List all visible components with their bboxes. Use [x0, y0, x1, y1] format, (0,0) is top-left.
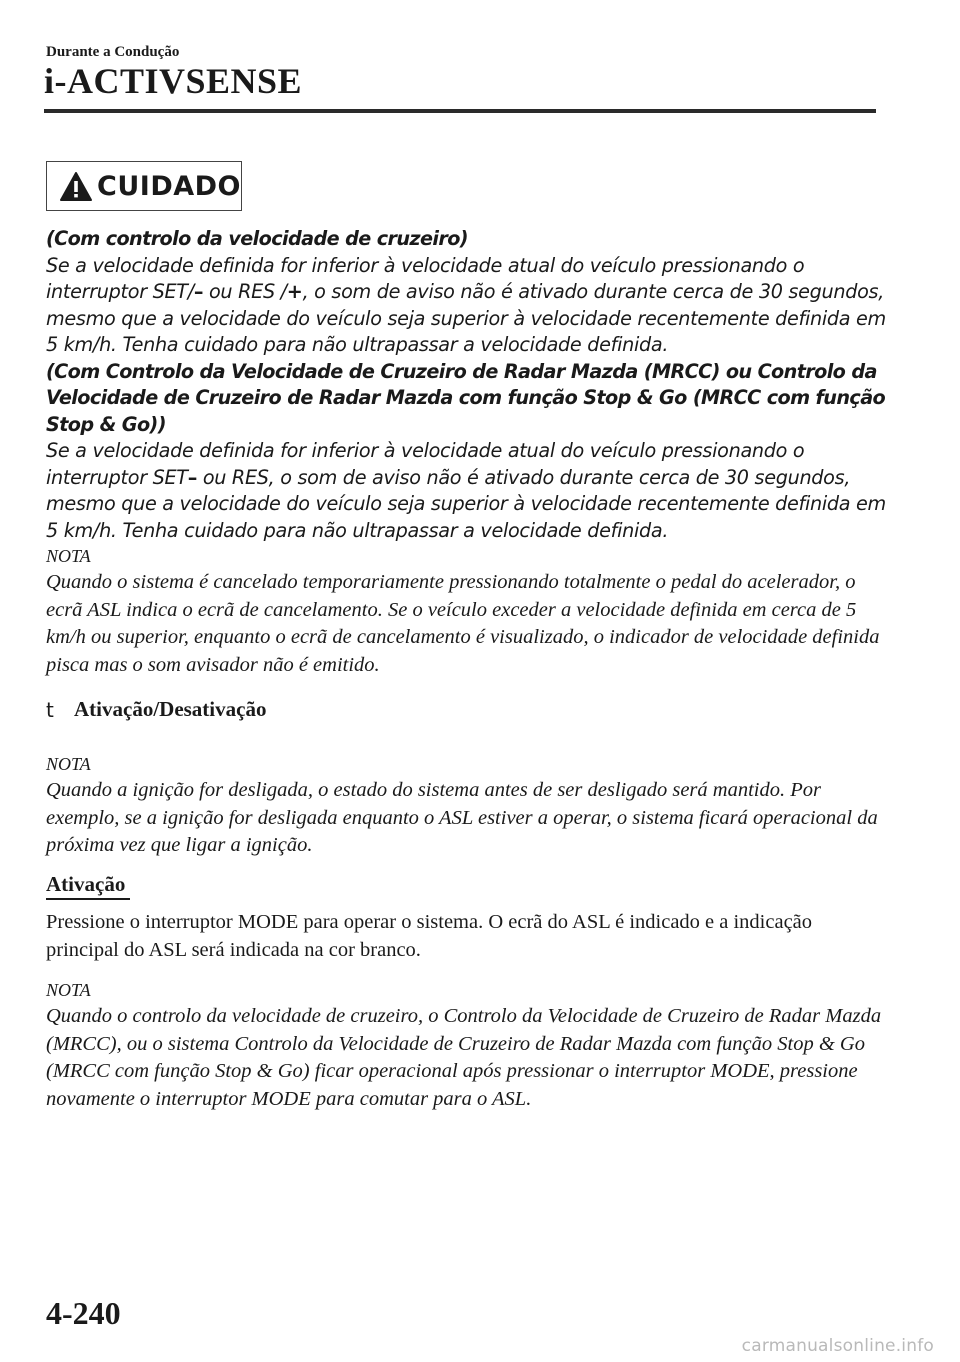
- warning-triangle-icon: [59, 169, 93, 203]
- caution-text-part: Se a velocidade definida for inferior à velocidade atual do veículo pressionando o interruptor SET/: [46, 253, 805, 303]
- caution-heading-mrcc: (Com Controlo da Velocidade de Cruzeiro de Radar Mazda (MRCC) ou Controlo da Velocidade de Cruzeiro de Radar Mazda com função Stop & Go (MRCC com função Stop & Go)): [46, 359, 886, 436]
- note-text: Quando a ignição for desligada, o estado do sistema antes de ser desligado será mantido. Por exemplo, se a ignição for desligada enquanto o ASL estiver a operar, o sistema ficará operacional da próxima vez que ligar a ignição.: [46, 779, 878, 856]
- note-text: Quando o controlo da velocidade de cruzeiro, o Controlo da Velocidade de Cruzeiro de Radar Mazda (MRCC), ou o sistema Controlo da Velocidade de Cruzeiro de Radar Mazda com função Stop & Go (MRCC com função Stop & Go) ficar operacional após pressionar o interruptor MODE, pressione novamente o interruptor MODE para comutar para o ASL.: [46, 1005, 882, 1110]
- caution-text-part: ou RES /: [203, 280, 287, 303]
- activation-heading: Ativação: [46, 872, 126, 896]
- plus-symbol: +: [286, 280, 303, 303]
- note-block: [46, 546, 886, 679]
- caution-label: CUIDADO: [97, 170, 241, 202]
- caution-text-part: ou RES, o som de aviso não é ativado durante cerca de 30 segundos, mesmo que a velocidade do veículo seja superior à velocidade recentemente definida em 5 km/h. Tenha cuidado para não ultrapassar a velocidade definida.: [46, 465, 886, 542]
- note-label: NOTA: [46, 980, 91, 1000]
- subsection-title: Ativação/Desativação: [74, 697, 267, 721]
- note-label: NOTA: [46, 754, 91, 774]
- note-block: [46, 980, 886, 1113]
- activation-underline: [46, 898, 130, 900]
- chapter-title: i-ACTIVSENSE: [44, 61, 303, 101]
- caution-text: [46, 226, 886, 544]
- bullet-icon: t: [46, 697, 54, 722]
- caution-text-part: , o som de aviso não é ativado durante cerca de 30 segundos, mesmo que a velocidade do veículo seja superior à velocidade recentemente definida em 5 km/h. Tenha cuidado para não ultrapassar a velocidade definida.: [46, 280, 886, 356]
- caution-paragraph-mrcc: [46, 438, 886, 544]
- activation-text: Pressione o interruptor MODE para operar o sistema. O ecrã do ASL é indicado e a indicação principal do ASL será indicada na cor branco.: [46, 911, 813, 961]
- watermark: carmanualsonline.info: [741, 1336, 934, 1356]
- caution-box: [46, 161, 242, 211]
- note-label: NOTA: [46, 546, 91, 566]
- page-number: 4-240: [46, 1295, 121, 1331]
- caution-paragraph-cruise: [46, 253, 886, 359]
- header-rule: [44, 109, 876, 113]
- caution-heading-cruise: (Com controlo da velocidade de cruzeiro): [46, 227, 468, 250]
- section-label: Durante a Condução: [46, 44, 180, 60]
- note-text: Quando o sistema é cancelado temporariamente pressionando totalmente o pedal do acelerador, o ecrã ASL indica o ecrã de cancelamento. Se o veículo exceder a velocidade definida em cerca de 5 km/h ou superior, enquanto o ecrã de cancelamento é visualizado, o indicador de velocidade definida pisca mas o som avisador não é emitido.: [46, 571, 880, 676]
- note-block: [46, 754, 886, 860]
- subsection-heading: [46, 697, 266, 722]
- caution-text-part: Se a velocidade definida for inferior à velocidade atual do veículo pressionando o interruptor SET: [46, 439, 805, 489]
- minus-symbol: –: [187, 465, 198, 489]
- minus-symbol: –: [193, 280, 204, 303]
